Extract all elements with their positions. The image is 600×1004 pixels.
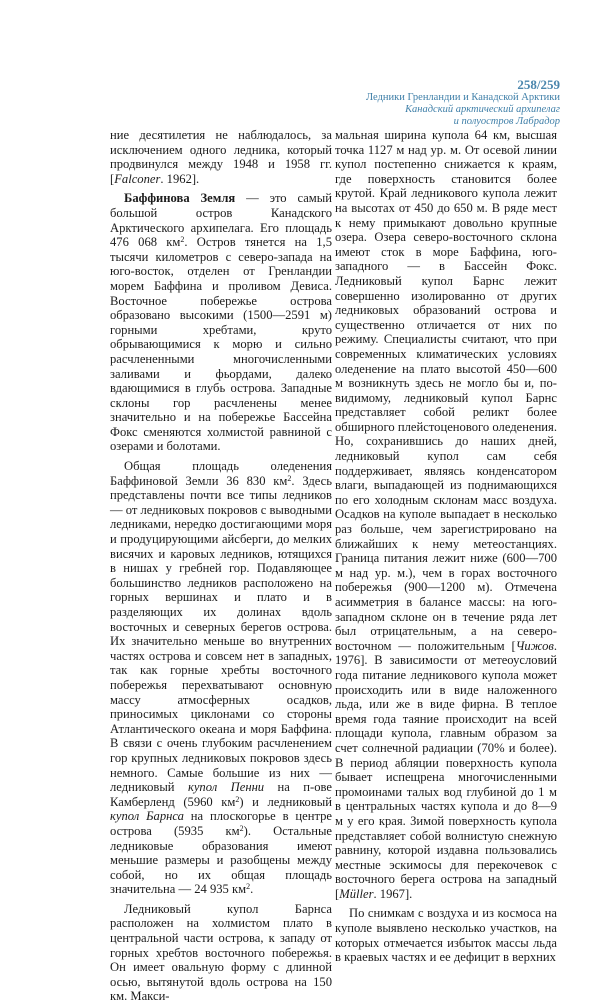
paragraph-text: . (250, 882, 254, 897)
citation-year: . 1962]. (160, 171, 200, 186)
paragraph-text: По снимкам с воздуха и из космоса на куполе выявлено несколько участков, на которых отмечается избыток массы льда в краевых частях и ее дефицит в верхних (335, 906, 557, 965)
superscript: 2 (180, 235, 185, 245)
paragraph-text: . Здесь представлены почти все типы ледников — от ледниковых покровов с выводными ледниками, нередко достигающими моря и продуцирующими айсберги, до мелких висячих и каровых ледников, ютящихся в нишах у гребней гор. Подавляющее большинство ледников расположено на горных вершинах и плато и в разделяющих их долинах вдоль восточных и северных берегов острова. Их значительно меньше во внутренних частях острова и совсем нет в западных, так как горные хребты восточного побережья перехватывают основную массу атмосферных осадков, приносимых циклонами со стороны Атлантического океана и моря Баффина. В связи с очень глубоким расчленением гор крупных ледниковых покровов здесь немного. Самые большие из них — ледниковый (110, 473, 333, 795)
paragraph-text: — это самый большой остров Канадского Арктического архипелага. Его площадь 476 068 км (110, 191, 332, 250)
italic-term: купол Пенни (187, 780, 265, 795)
paragraph-text: на п-ове Камберленд (5960 км (110, 780, 332, 809)
superscript: 2 (287, 473, 292, 483)
running-title: Ледники Гренландии и Канадской Арктики (366, 92, 560, 103)
paragraph-text: ). Остальные ледниковые образования имеют меньшие размеры и разобщены между собой, но их общая площадь значительна — 24 935 км (110, 823, 332, 897)
paragraph-text: на плоскогорье в центре острова (5935 км (110, 809, 332, 838)
section-title-line2: и полуостров Лабрадор (453, 116, 560, 127)
paragraph-baffin-island (110, 191, 332, 454)
page-numbers: 258/259 (517, 77, 560, 92)
term-heading: Баффинова Земля (124, 191, 236, 206)
citation-author: Falconer (114, 171, 161, 186)
paragraph-text: . 1967]. (373, 886, 413, 901)
citation-author: Чижов (515, 638, 554, 653)
paragraph-text: . Остров тянется на 1,5 тысячи километров с северо-запада на юго-восток, отделен от Гренландии морем Баффина и проливом Девиса. Восточное побережье острова образовано высокими (1500—2591 м) горными хребтами, круто обрывающимися к морю и сильно расчлененными многочисленными заливами и фьордами, далеко вдающимися в глубь острова. Западные склоны гор расчленены менее значительно и на побережье Бассейна Фокс сменяются холмистой равниной с озерами и болотами. (110, 235, 332, 454)
superscript: 2 (239, 823, 244, 833)
paragraph-space-imagery (335, 906, 557, 964)
section-title-line1: Канадский арктический архипелаг (405, 104, 560, 115)
paragraph-text: Ледниковый купол Барнса расположен на холмистом плато в центральной части острова, к западу от горных хребтов восточного побережья. Он имеет овальную форму с длинной осью, вытянутой вдоль острова на 150 км. Макси- (110, 901, 332, 1004)
left-column (110, 128, 332, 1004)
italic-term: купол Барнса (110, 809, 184, 824)
paragraph-glaciation-area (110, 459, 332, 897)
paragraph-text: . 1976]. В зависимости от метеоусловий года питание ледникового купола может происходить или в виде наложенного льда, или же в виде фирна. В теплое время года таяние происходит на всей площади купола, главным образом за счет солнечной радиации (70% и более). В период абляции поверхность купола бывает испещрена многочисленными промоинами талых вод глубиной до 1 м в центральных частях купола и до 8—9 м у его края. Зимой поверхность купола представляет собой волнистую снежную равнину, которой издавна пользовались местные эскимосы для перекочевок с восточного берега острова на западный [ (335, 638, 557, 901)
paragraph-continuation (335, 128, 557, 901)
paragraph-text: мальная ширина купола 64 км, высшая точка 1127 м над ур. м. От осевой линии купол постепенно снижается к краям, где поверхность становится более крутой. Край ледникового купола лежит на высотах от 450 до 650 м. В ряде мест к нему примыкают довольно крупные озера. Озера северо-восточного склона имеют сток в море Баффина, юго-западного — в Бассейн Фокс. Ледниковый купол Барнс лежит совершенно изолированно от других ледниковых образований острова и существенно отличается от них по режиму. Специалисты считают, что при современных климатических условиях оледенение на плато высотой 450—600 м возникнуть здесь не могло бы и, по-видимому, ледниковый купол Барнс представляет собой реликт более обширного плейстоценового оледенения. Но, сохранившись до наших дней, ледниковый купол сам себя поддерживает, являясь конденсатором влаги, выпадающей из поднимающихся по его холодным склонам масс воздуха. Осадков на куполе выпадает в несколько раз больше, чем зарегистрировано на ближайших к нему метеостанциях. Граница питания лежит ниже (600—700 м над ур. м.), чем в горах восточного побережья (900—1200 м). Отмечена асимметрия в балансе массы: на юго-западном склоне он в течение ряда лет был отрицательным, а на северо-восточном — положительным [ (335, 128, 557, 653)
paragraph-continuation (110, 128, 332, 186)
right-column (335, 128, 557, 965)
citation-author: Müller (339, 886, 374, 901)
paragraph-text: ) и ледниковый (239, 794, 333, 809)
superscript: 2 (246, 882, 251, 892)
page-header (200, 78, 560, 128)
paragraph-text: ние десятилетия не наблюдалось, за исключением одного ледника, который продвинулся между 1948 и 1958 гг. [ (110, 128, 332, 186)
paragraph-text: Общая площадь оледенения Баффиновой Земли 36 830 км (110, 459, 332, 488)
superscript: 2 (235, 794, 240, 804)
paragraph-barnes-ice-cap (110, 902, 332, 1004)
